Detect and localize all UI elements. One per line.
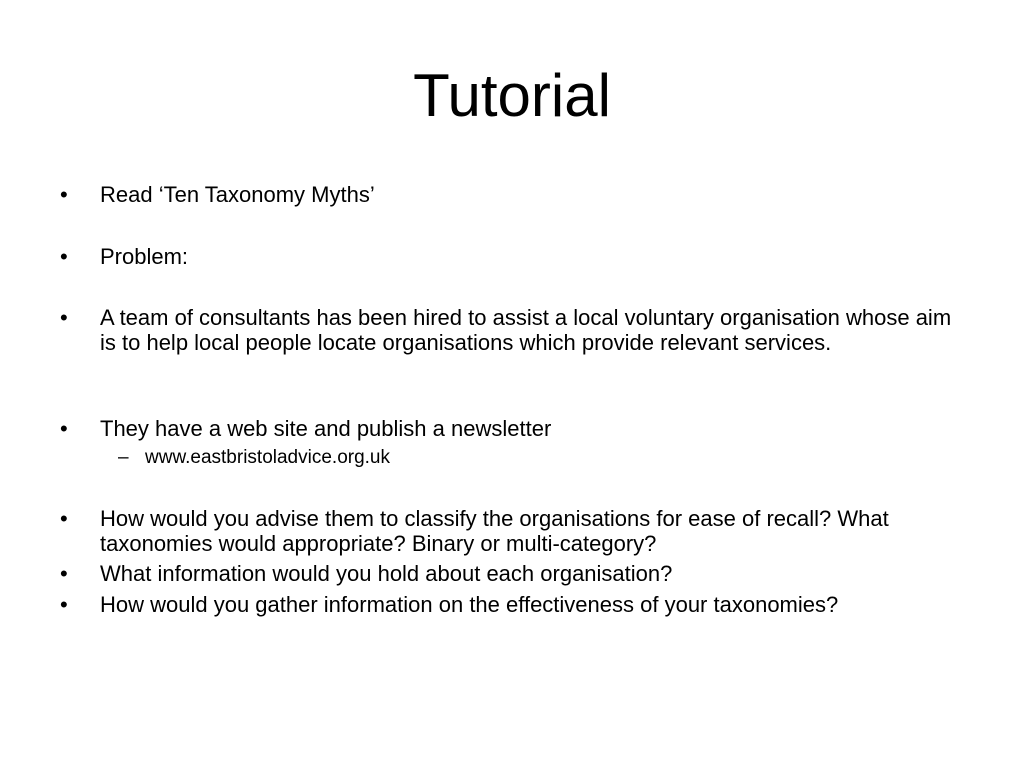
slide-title: Tutorial	[413, 62, 611, 129]
bullet-item-read-myths	[60, 182, 970, 207]
bullet-item-classify	[60, 506, 970, 556]
bullet-text: What information would you hold about each organisation?	[100, 561, 673, 586]
bullet-item-consultants	[60, 305, 970, 355]
bullet-item-effectiveness	[60, 592, 970, 617]
bullet-marker: •	[60, 561, 68, 586]
bullet-text: How would you advise them to classify the organisations for ease of recall? What taxonomies would appropriate? Binary or multi-category?	[100, 506, 889, 556]
bullet-marker: •	[60, 182, 68, 207]
bullet-item-problem	[60, 244, 970, 269]
bullet-marker: •	[60, 244, 68, 269]
bullet-text: Read ‘Ten Taxonomy Myths’	[100, 182, 375, 207]
bullet-text: A team of consultants has been hired to assist a local voluntary organisation whose aim is to help local people locate organisations which provide relevant services.	[100, 305, 952, 355]
bullet-text: Problem:	[100, 244, 189, 269]
bullet-text: They have a web site and publish a newsletter	[100, 416, 552, 441]
sub-bullet-text: www.eastbristoladvice.org.uk	[145, 447, 390, 468]
bullet-item-website	[60, 416, 970, 441]
bullet-marker: •	[60, 305, 68, 330]
sub-bullet-item-url	[118, 447, 968, 469]
bullet-text: How would you gather information on the effectiveness of your taxonomies?	[100, 592, 839, 617]
bullet-marker: •	[60, 416, 68, 441]
bullet-marker: •	[60, 592, 68, 617]
sub-bullet-marker: –	[118, 447, 129, 468]
bullet-marker: •	[60, 506, 68, 531]
bullet-item-information	[60, 561, 970, 586]
